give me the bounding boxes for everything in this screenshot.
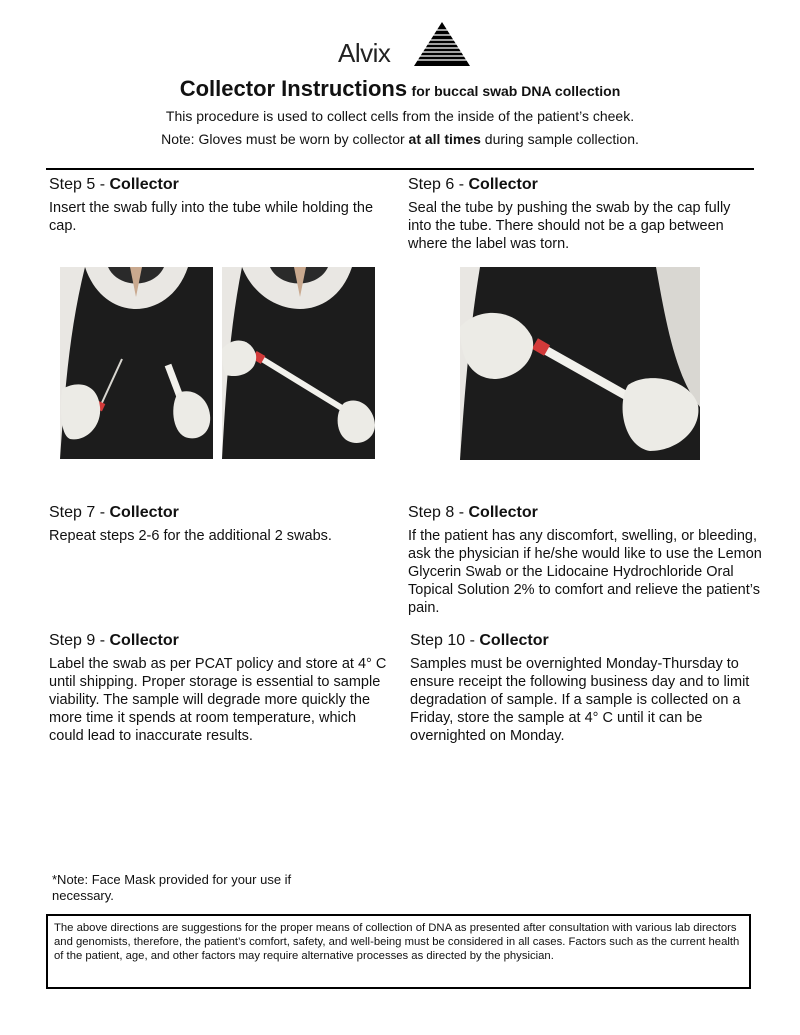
page-title [0,76,800,102]
note-emphasis: at all times [408,131,481,147]
note-prefix: Note: Gloves must be worn by collector [161,131,409,147]
step-6-text: Seal the tube by pushing the swab by the cap fully into the tube. There should not be a gap between where the label was torn. [408,200,731,252]
step-label: Step 6 - [408,176,469,193]
step-role: Collector [109,632,179,649]
step-10-text: Samples must be overnighted Monday-Thursday to ensure receipt the following business day and to limit degradation of sample. If a sample is collected on a Friday, store the sample at 4° C until it can be overnighted on Monday. [410,656,750,744]
step-7-heading [49,504,179,522]
title-main: Collector Instructions [179,76,408,101]
step-6-photo-seal [460,267,700,460]
header-divider [46,168,754,170]
step-6-heading [408,176,538,194]
step-role: Collector [468,504,538,521]
step-5-heading [49,176,179,194]
brand-logo [338,18,470,70]
step-5-text: Insert the swab fully into the tube while holding the cap. [49,200,374,234]
step-10-heading [410,632,549,650]
step-7-text: Repeat steps 2-6 for the additional 2 swabs. [49,528,332,544]
step-label: Step 8 - [408,504,469,521]
step-role: Collector [109,504,179,521]
step-label: Step 5 - [49,176,110,193]
step-5-photo-insert [222,267,375,459]
step-label: Step 7 - [49,504,110,521]
step-role: Collector [479,632,549,649]
disclaimer-text: The above directions are suggestions for the proper means of collection of DNA as presented after consultation with various lab directors and genomists, therefore, the patient’s comfort, safety, and well-being must be considered in all cases. Factors such as the current health of the patient, age, and other factors may require alternative processes as directed by the physician. [54,922,740,962]
step-label: Step 9 - [49,632,110,649]
title-sub: for buccal swab DNA collection [411,83,621,99]
note-suffix: during sample collection. [480,131,639,147]
step-role: Collector [109,176,179,193]
step-9-heading [49,632,179,650]
step-5-photo-swab [60,267,213,459]
step-8-heading [408,504,538,522]
pyramid-logo-icon [412,20,472,68]
step-8-text: If the patient has any discomfort, swelling, or bleeding, ask the physician if he/she would like to use the Lemon Glycerin Swab or the Lidocaine Hydrochloride Oral Topical Solution 2% to comfort and relieve the patient’s pain. [408,528,762,616]
intro-text: This procedure is used to collect cells from the inside of the patient’s cheek. [165,108,635,124]
disclaimer-box [46,914,751,989]
logo-wordmark: Alvix [338,38,391,68]
step-label: Step 10 - [410,632,480,649]
step-role: Collector [468,176,538,193]
gloves-note [0,131,800,147]
step-9-text: Label the swab as per PCAT policy and store at 4° C until shipping. Proper storage is essential to sample viability. The sample will degrade more quickly the more time it spends at room temperature, which could lead to inaccurate results. [49,656,387,744]
face-mask-note: *Note: Face Mask provided for your use if necessary. [52,872,292,903]
